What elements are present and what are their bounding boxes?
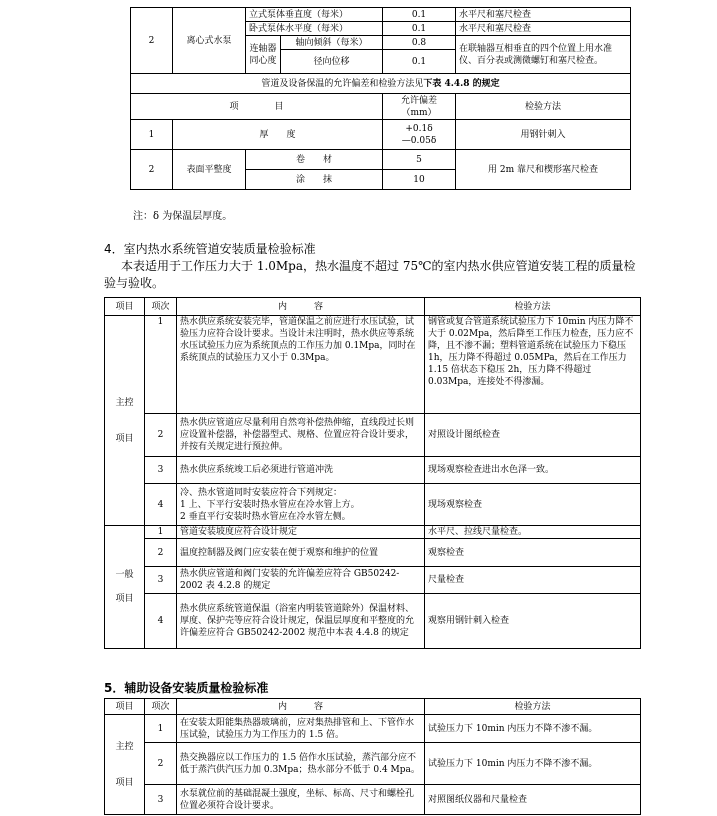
axial-label: 轴向倾斜（每米） [281, 36, 383, 50]
hot-water-pipe-table [104, 297, 641, 649]
pump-insulation-table [130, 7, 631, 190]
horizontal-label: 卧式泵体水平度（每米） [246, 22, 383, 36]
radial-value: 0.1 [383, 50, 456, 74]
row-content: 热水供应管道应尽量利用自然弯补偿热伸缩，直线段过长则应设置补偿器，补偿器型式、规格、位置应符合设计要求，并按有关规定进行预拉伸。 [177, 414, 425, 457]
row-method: 尺量检查 [425, 567, 641, 594]
row-number: 2 [145, 539, 177, 567]
vertical-value: 0.1 [383, 8, 456, 22]
header-content: 内 容 [177, 699, 425, 715]
thickness-method: 用钢针刺入 [456, 120, 631, 150]
vertical-label: 立式泵体垂直度（每米） [246, 8, 383, 22]
row-method: 对照设计图纸检查 [425, 414, 641, 457]
roll-material-label: 卷 材 [246, 150, 383, 170]
thickness-deviation: +0.1δ —0.05δ [383, 120, 456, 150]
auxiliary-equipment-table [104, 698, 641, 815]
row-number: 4 [145, 484, 177, 526]
main-control-label: 主控 项目 [105, 316, 145, 526]
row-content: 温度控制器及阀门应安装在便于观察和维护的位置 [177, 539, 425, 567]
row-number: 1 [145, 715, 177, 743]
row-number: 1 [145, 316, 177, 414]
row-method: 观察检查 [425, 539, 641, 567]
row-method: 水平尺、拉线尺量检查。 [425, 526, 641, 539]
row-number: 3 [145, 457, 177, 484]
vertical-method: 水平尺和塞尺检查 [456, 8, 631, 22]
horizontal-method: 水平尺和塞尺检查 [456, 22, 631, 36]
header-method: 检验方法 [425, 298, 641, 316]
pump-label: 离心式水泵 [173, 8, 246, 74]
header-item: 项目 [105, 699, 145, 715]
coupling-label: 连轴器同心度 [246, 36, 281, 74]
col-item-header: 项 目 [131, 94, 383, 120]
section-4-title: 4．室内热水系统管道安装质量检验标准 [104, 242, 316, 256]
header-content: 内 容 [177, 298, 425, 316]
main-control-label: 主控 项目 [105, 715, 145, 815]
table-note: 注：δ 为保温层厚度。 [133, 211, 233, 222]
row-content: 在安装太阳能集热器玻璃前，应对集热排管和上、下管作水压试验，试验压力为工作压力的 1.5 倍。 [177, 715, 425, 743]
row-content: 水泵就位前的基础混凝土强度，坐标、标高、尺寸和螺栓孔位置必须符合设计要求。 [177, 785, 425, 815]
row-number: 3 [145, 785, 177, 815]
col-deviation-header: 允许偏差（mm） [383, 94, 456, 120]
row-content: 管道安装坡度应符合设计规定 [177, 526, 425, 539]
header-method: 检验方法 [425, 699, 641, 715]
row-method: 观察用钢针刺入检查 [425, 594, 641, 649]
row-number: 3 [145, 567, 177, 594]
header-number: 项次 [145, 298, 177, 316]
thickness-label: 厚 度 [173, 120, 383, 150]
header-number: 项次 [145, 699, 177, 715]
row-number: 1 [131, 120, 173, 150]
row-number: 2 [145, 414, 177, 457]
row-method: 试验压力下 10min 内压力不降不渗不漏。 [425, 743, 641, 785]
general-item-label: 一般 项目 [105, 526, 145, 649]
row-number: 4 [145, 594, 177, 649]
axial-value: 0.8 [383, 36, 456, 50]
row-method: 现场观察检查进出水色泽一致。 [425, 457, 641, 484]
row-content: 热水供应管道和阀门安装的允许偏差应符合 GB50242-2002 表 4.2.8 的规定 [177, 567, 425, 594]
radial-label: 径向位移 [281, 50, 383, 74]
section-5-title: 5．辅助设备安装质量检验标准 [104, 681, 269, 695]
coupling-method: 在联轴器互相垂直的四个位置上用水准仪、百分表或测微螺钉和塞尺检查。 [456, 36, 631, 74]
row-number: 2 [131, 8, 173, 74]
col-method-header: 检验方法 [456, 94, 631, 120]
coating-label: 涂 抹 [246, 170, 383, 190]
flatness-method: 用 2m 靠尺和楔形塞尺检查 [456, 150, 631, 190]
row-number: 1 [145, 526, 177, 539]
roll-material-deviation: 5 [383, 150, 456, 170]
row-content: 热水供应系统竣工后必须进行管道冲洗 [177, 457, 425, 484]
row-content: 热水供应系统安装完毕，管道保温之前应进行水压试验，试验压力应符合设计要求。当设计未注明时，热水供应等系统水压试验压力应为系统顶点的工作压力加 0.1Mpa，同时在系统顶点的试验压力又小于 0.3Mpa。 [177, 316, 425, 414]
row-method: 现场观察检查 [425, 484, 641, 526]
row-content: 热水供应系统管道保温（浴室内明装管道除外）保温材料、厚度、保护壳等应符合设计规定，保温层厚度和平整度的允许偏差应符合 GB50242-2002 规范中本表 4.4.8 的规定 [177, 594, 425, 649]
horizontal-value: 0.1 [383, 22, 456, 36]
insulation-heading: 管道及设备保温的允许偏差和检验方法见下表 4.4.8 的规定 [131, 74, 631, 94]
row-method: 钢管或复合管道系统试验压力下 10min 内压力降不大于 0.02Mpa，然后降至工作压力检查，压力应不降，且不渗不漏；塑料管道系统在试验压力下稳压 1h，压力降不得超过 0.05MPa，然后在工作压力 1.15 倍状态下稳压 2h，压力降不得超过 0.03Mpa，连接处不得渗漏。 [425, 316, 641, 414]
row-number: 2 [145, 743, 177, 785]
row-content: 热交换器应以工作压力的 1.5 倍作水压试验，蒸汽部分应不低于蒸汽供汽压力加 0.3Mpa；热水部分不低于 0.4 Mpa。 [177, 743, 425, 785]
row-content: 冷、热水管道同时安装应符合下列规定： 1 上、下平行安装时热水管应在冷水管上方。 2 垂直平行安装时热水管应在冷水管左侧。 [177, 484, 425, 526]
row-method: 对照图纸仪器和尺量检查 [425, 785, 641, 815]
coating-deviation: 10 [383, 170, 456, 190]
row-number: 2 [131, 150, 173, 190]
header-item: 项目 [105, 298, 145, 316]
row-method: 试验压力下 10min 内压力不降不渗不漏。 [425, 715, 641, 743]
section-4-paragraph: 本表适用于工作压力大于 1.0Mpa，热水温度不超过 75℃的室内热水供应管道安装工程的质量检验与验收。 [104, 259, 636, 290]
flatness-label: 表面平整度 [173, 150, 246, 190]
